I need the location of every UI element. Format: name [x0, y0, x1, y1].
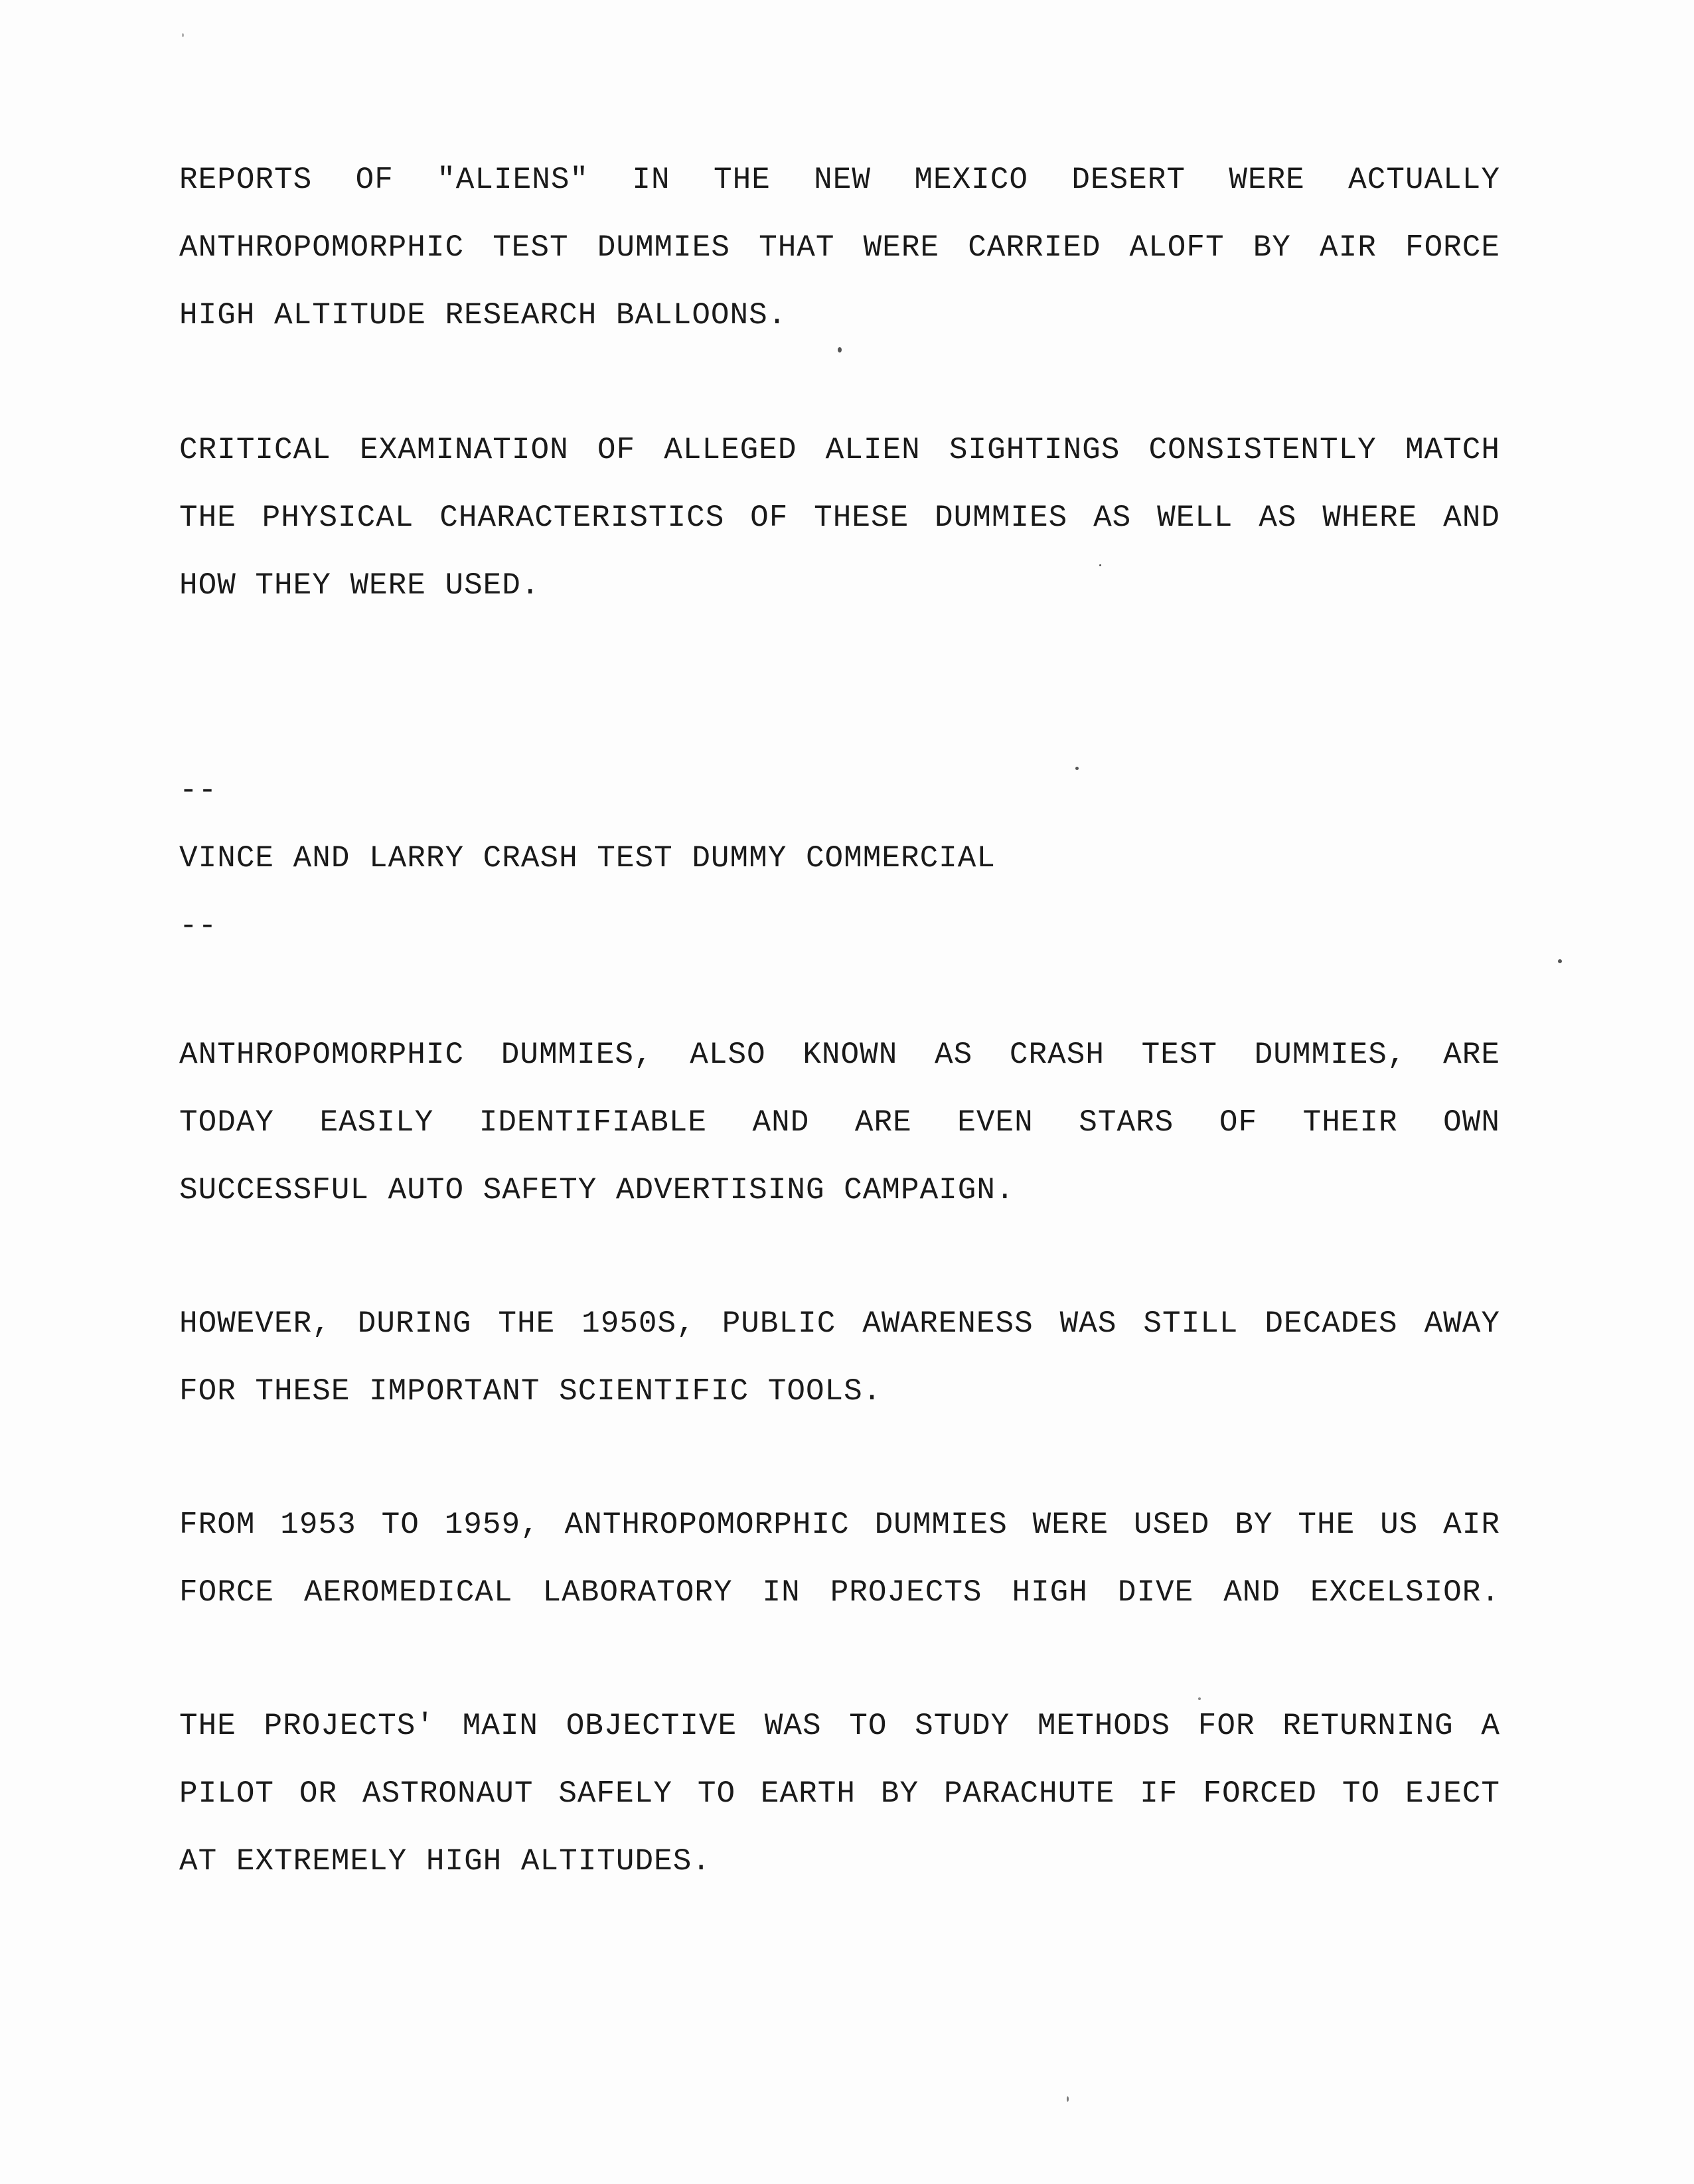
commercial-cue [179, 757, 1500, 960]
text-line: FORCE AEROMEDICAL LABORATORY IN PROJECTS HIGH DIVE AND EXCELSIOR. [179, 1575, 1500, 1610]
paragraph-projects-objective [179, 1692, 1500, 1895]
text-line: REPORTS OF "ALIENS" IN THE NEW MEXICO DESERT WERE ACTUALLY [179, 163, 1500, 197]
scan-speck [182, 33, 184, 37]
separator-dashes: -- [179, 773, 218, 808]
text-line: CRITICAL EXAMINATION OF ALLEGED ALIEN SIGHTINGS CONSISTENTLY MATCH [179, 433, 1500, 467]
paragraph-1950s-awareness [179, 1290, 1500, 1425]
text-line: TODAY EASILY IDENTIFIABLE AND ARE EVEN STARS OF THEIR OWN [179, 1105, 1500, 1140]
text-line: HOWEVER, DURING THE 1950S, PUBLIC AWARENESS WAS STILL DECADES AWAY [179, 1306, 1500, 1341]
scan-speck [1067, 2096, 1069, 2102]
text-line: HOW THEY WERE USED. [179, 568, 540, 603]
text-line: SUCCESSFUL AUTO SAFETY ADVERTISING CAMPAIGN. [179, 1173, 1015, 1208]
scan-speck [1198, 1697, 1201, 1700]
text-line: ANTHROPOMORPHIC TEST DUMMIES THAT WERE CARRIED ALOFT BY AIR FORCE [179, 230, 1500, 265]
scan-speck [1075, 767, 1079, 770]
scan-speck [838, 347, 842, 352]
text-line: THE PHYSICAL CHARACTERISTICS OF THESE DUMMIES AS WELL AS WHERE AND [179, 501, 1500, 535]
scan-speck [1558, 959, 1562, 963]
text-line: ANTHROPOMORPHIC DUMMIES, ALSO KNOWN AS CRASH TEST DUMMIES, ARE [179, 1038, 1500, 1072]
scan-speck [1099, 564, 1101, 566]
text-line: HIGH ALTITUDE RESEARCH BALLOONS. [179, 298, 787, 333]
text-line: AT EXTREMELY HIGH ALTITUDES. [179, 1844, 711, 1879]
paragraph-1953-1959 [179, 1491, 1500, 1626]
paragraph-aliens-reports [179, 146, 1500, 349]
text-line: PILOT OR ASTRONAUT SAFELY TO EARTH BY PARACHUTE IF FORCED TO EJECT [179, 1776, 1500, 1811]
paragraph-critical-examination [179, 416, 1500, 619]
text-line: THE PROJECTS' MAIN OBJECTIVE WAS TO STUDY METHODS FOR RETURNING A [179, 1709, 1500, 1743]
paragraph-crash-test-dummies [179, 1021, 1500, 1224]
separator-dashes: -- [179, 909, 218, 943]
text-line: FROM 1953 TO 1959, ANTHROPOMORPHIC DUMMIES WERE USED BY THE US AIR [179, 1508, 1500, 1542]
text-line: FOR THESE IMPORTANT SCIENTIFIC TOOLS. [179, 1374, 882, 1409]
commercial-title: VINCE AND LARRY CRASH TEST DUMMY COMMERCIAL [179, 841, 996, 876]
